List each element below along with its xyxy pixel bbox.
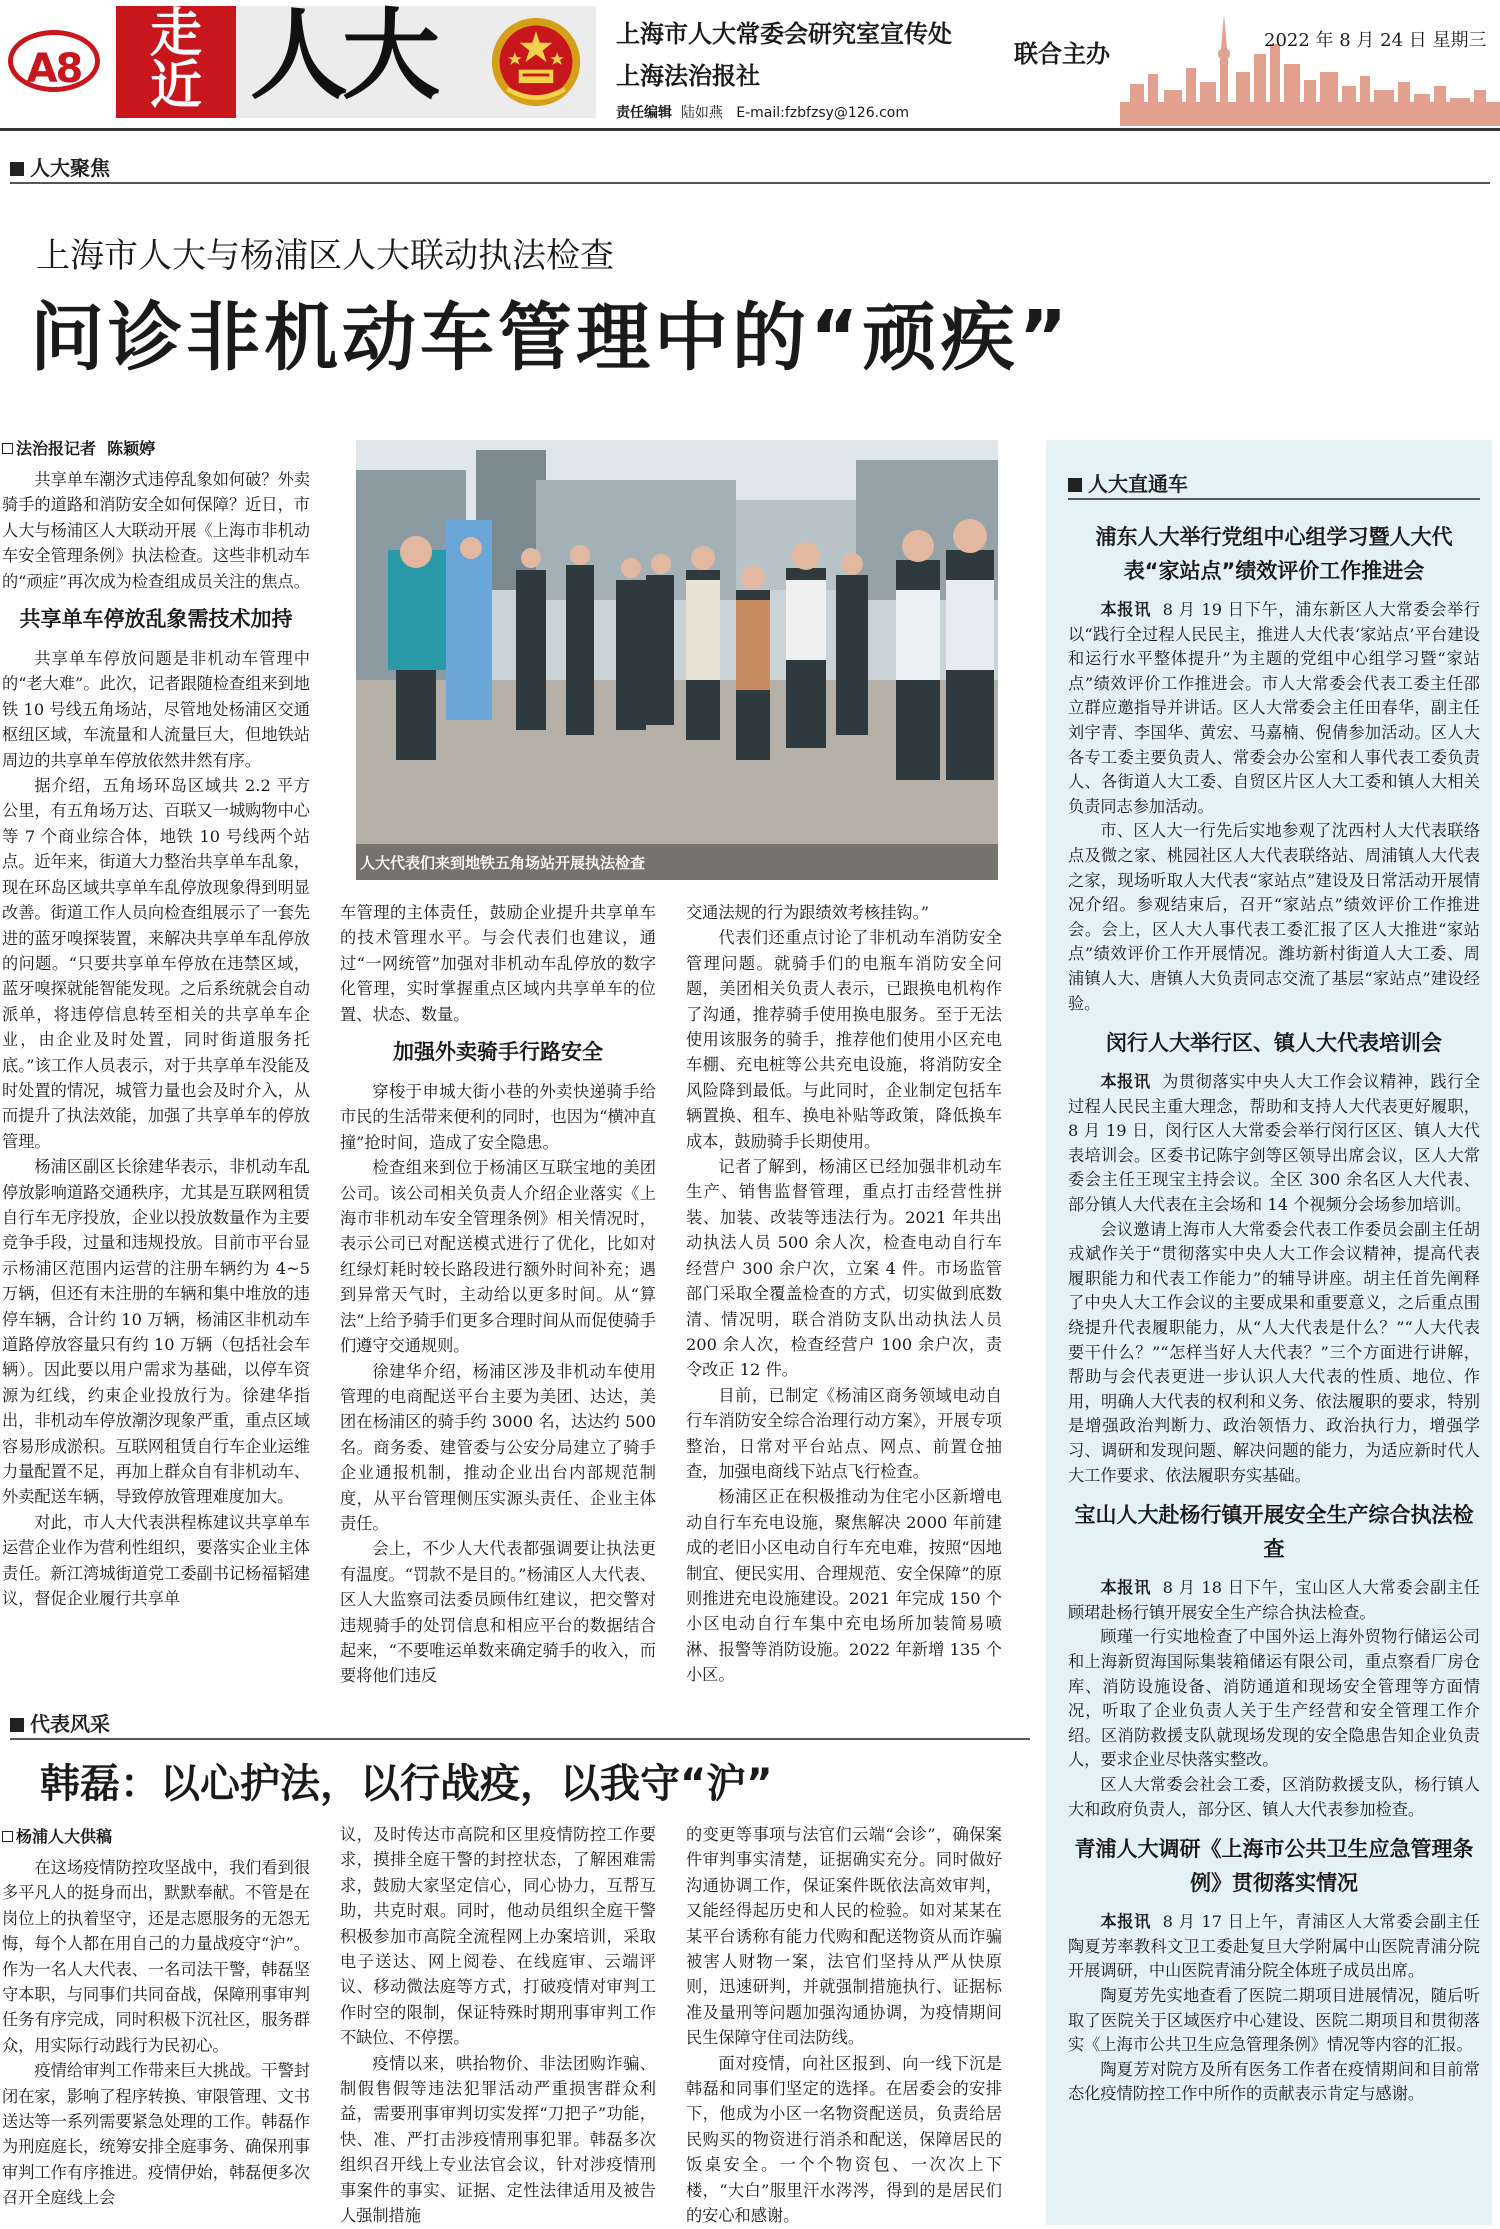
byline-box-icon <box>2 1831 13 1842</box>
paragraph: 代表们还重点讨论了非机动车消防安全管理问题。就骑手们的电瓶车消防安全问题，美团相关负责人表示，已跟换电机构作了沟通，推荐骑手使用换电服务。至于无法使用该服务的骑手，推荐他们使用小区充电车棚、充电桩等公共充电设施，将消防安全风险降到最低。与此同时，企业制定包括车辆置换、租车、换电补贴等政策，降低换车成本，鼓励骑手长期使用。 <box>686 928 1002 1151</box>
editor-line <box>616 102 909 122</box>
article-kicker: 上海市人大与杨浦区人大联动执法检查 <box>36 236 614 276</box>
logo-renda: 人大 <box>250 0 435 113</box>
paragraph: 交通法规的行为跟绩效考核挂钩。” <box>686 903 929 922</box>
focus-column-3 <box>686 900 1002 1688</box>
byline-name: 陈颖婷 <box>107 439 156 458</box>
dateline-label: 本报讯 <box>1100 1072 1151 1092</box>
page-number: A8 <box>26 46 82 92</box>
paragraph: 车管理的主体责任，鼓励企业提升共享单车的技术管理水平。与会代表们也建议，通过“一网统管”加强对非机动车乱停放的数字化管理，实时掌握重点区域内共享单车的位置、状态、数量。 <box>340 903 656 1024</box>
byline-label: 法治报记者 <box>16 439 97 458</box>
paragraph: 在这场疫情防控攻坚战中，我们看到很多平凡人的挺身而出，默默奉献。不管是在岗位上的执着坚守，还是志愿服务的无怨无悔，每个人都在用自己的力量战疫守“沪”。作为一名人大代表、一名司法干警，韩磊坚守本职，与同事们共同奋战，保障刑事审判任务有序完成，同时积极下沉社区，服务群众，用实际行动践行为民初心。 <box>2 1858 310 2055</box>
sidebar-articles <box>1068 510 1480 2107</box>
byline <box>2 436 310 459</box>
paragraph: 区人大常委会社会工委，区消防救援支队，杨行镇人大和政府负责人，部分区、镇人大代表参加检查。 <box>1068 1774 1480 1819</box>
byline <box>2 1824 310 1847</box>
paragraph: 的变更等事项与法官们云端“会诊”，确保案件审判事实清楚，证据确实充分。同时做好沟通协调工作，保证案件既依法高效审判，又能经得起历史和人民的检验。如对某某在某平台诱称有能力代购和配送物资从而诈骗被害人财物一案，法官们坚持从严从快原则，迅速研判，并就强制措施执行、证据标准及量刑等问题加强沟通协调，为疫情期间民生保障守住司法防线。 <box>686 1825 1002 2048</box>
paragraph <box>1068 1576 1480 1625</box>
news-title-pudong: 浦东人大举行党组中心组学习暨人大代表“家站点”绩效评价工作推进会 <box>1095 525 1453 583</box>
dateline-label: 本报讯 <box>1100 1578 1151 1598</box>
logo-char-jin: 近 <box>149 56 202 116</box>
editor-name: 陆如燕 <box>680 105 723 121</box>
paragraph: 面对疫情，向社区报到、向一线下沉是韩磊和同事们坚定的选择。在居委会的安排下，他成为小区一名物资配送员，负责给居民购买的物资进行消杀和配送，保障居民的饭桌安全。一个个物资包、一次次上下楼，“大白”服里汗水涔涔，得到的是居民们的安心和感谢。 <box>686 2053 1002 2226</box>
org-line-2: 上海法治报社 <box>616 62 760 90</box>
paragraph: 顾瑾一行实地检查了中国外运上海外贸物行储运公司和上海新贸海国际集装箱储运有限公司，重点察看厂房仓库、消防设施设备、消防通道和现场安全管理等方面情况，听取了企业负责人关于生产经营和安全管理工作介绍。区消防救援支队就现场发现的安全隐患告知企业负责人，要求企业尽快落实整改。 <box>1068 1627 1480 1770</box>
org-line-1: 上海市人大常委会研究室宣传处 <box>616 20 952 48</box>
rep-column-2 <box>340 1822 656 2229</box>
paragraph-text: 8 月 19 日下午，浦东新区人大常委会举行以“践行全过程人民民主，推进人大代表‘家站点’平台建设和运行水平整体提升”为主题的党组中心组学习暨“家站点”绩效评价工作推进会。市人大常委会代表工委主任邵立群应邀指导并讲话。区人大常委会主任田春华，副主任刘宇青、李国华、黄宏、马嘉楠、倪倩参加活动。区人大各专工委主要负责人、常委会办公室和人事代表工委负责人、各街道人大工委、自贸区片区人大工委和镇人大相关负责同志参加活动。 <box>1068 600 1480 816</box>
logo-char-zou: 走 <box>149 4 202 64</box>
editor-email: E-mail:fzbfzsy@126.com <box>736 105 909 121</box>
paragraph-text: 8 月 17 日上午，青浦区人大常委会副主任陶夏芳率教科文卫工委赴复旦大学附属中山医院青浦分院开展调研，中山医院青浦分院全体班子成员出席。 <box>1068 1912 1480 1981</box>
paragraph: 杨浦区副区长徐建华表示，非机动车乱停放影响道路交通秩序，尤其是互联网租赁自行车无序投放，企业以投放数量作为主要竞争手段，过量和违规投放。目前市平台显示杨浦区范围内运营的注册车辆约为 4~5 万辆，但还有未注册的车辆和集中堆放的违停车辆，合计约 10 万辆，杨浦区非机动车道路停放容量只有约 10 万辆（包括社会车辆）。因此要以用户需求为基础，以停车资源为红线，约束企业投放行为。徐建华指出，非机动车停放潮汐现象严重，重点区域容易形成淤积。互联网租赁自行车企业运维力量配置不足，再加上群众自有非机动车、外卖配送车辆，导致停放管理难度加大。 <box>2 1157 310 1507</box>
paragraph: 对此，市人大代表洪程栋建议共享单车运营企业作为营利性组织，要落实企业主体责任。新江湾城街道党工委副书记杨福韬建议，督促企业履行共享单 <box>2 1512 310 1609</box>
section-tag-label: 代表风采 <box>30 1712 110 1736</box>
section-tag-label: 人大直通车 <box>1088 472 1188 496</box>
paragraph: 目前，已制定《杨浦区商务领域电动自行车消防安全综合治理行动方案》，开展专项整治，日常对平台站点、网点、前置仓抽查，加强电商线下站点飞行检查。 <box>686 1385 1002 1481</box>
square-bullet-icon <box>10 162 24 176</box>
section-tag-label: 人大聚焦 <box>30 156 110 180</box>
paragraph-text: 8 月 18 日下午，宝山区人大常委会副主任顾珺赴杨行镇开展安全生产综合执法检查。 <box>1068 1578 1480 1622</box>
paragraph: 会议邀请上海市人大常委会代表工作委员会副主任胡戎斌作关于“贯彻落实中央人大工作会议精神，提高代表履职能力和代表工作能力”的辅导讲座。胡主任首先阐释了中央人大工作会议的主要成果和重要意义，之后重点围绕提升代表履职能力，从“人大代表是什么？”“人大代表要干什么？”“怎样当好人大代表？”三个方面进行讲解，帮助与会代表更进一步认识人大代表的性质、地位、作用，明确人大代表的权利和义务、依法履职的要求，特别是增强政治判断力、政治领悟力、政治执行力，增强学习、调研和发现问题、解决问题的能力，为适应新时代人大工作要求、依法履职夯实基础。 <box>1068 1219 1480 1485</box>
paragraph: 据介绍，五角场环岛区域共 2.2 平方公里，有五角场万达、百联又一城购物中心等 7 个商业综合体，地铁 10 号线两个站点。近年来，街道大力整治共享单车乱象，现在环岛区域共享单车乱停放现象得到明显改善。街道工作人员向检查组展示了一套先进的蓝牙嗅探装置，来解决共享单车乱停放的问题。“只要共享单车停放在违禁区域，蓝牙嗅探就能智能发现。之后系统就会自动派单，将违停信息转至相关的共享单车企业，由企业及时处置，同时街道服务托底。”该工作人员表示，对于共享单车没能及时处置的情况，城管力量也会及时介入，从而提升了执法效能，加强了共享单车的停放管理。 <box>2 776 310 1151</box>
editor-label: 责任编辑 <box>616 105 672 121</box>
paragraph: 疫情给审判工作带来巨大挑战。干警封闭在家，影响了程序转换、审限管理、文书送达等一系列需要紧急处理的工作。韩磊作为刑庭庭长，统筹安排全庭事务、确保刑事审判工作有序推进。疫情伊始，韩磊便多次召开全庭线上会 <box>2 2061 310 2208</box>
section-tag-focus <box>10 152 110 181</box>
section-rule <box>10 1738 1030 1740</box>
paragraph: 共享单车停放问题是非机动车管理中的“老大难”。此次，记者跟随检查组来到地铁 10 号线五角场站，尽管地处杨浦区交通枢纽区域，车流量和人流量巨大，但地铁站周边的共享单车停放依然井然有序。 <box>2 649 310 770</box>
paragraph: 市、区人大一行先后实地参观了沈西村人大代表联络点及微之家、桃园社区人大代表联络站、周浦镇人大代表之家，现场听取人大代表“家站点”建设及日常活动开展情况介绍。参观结束后，召开“家站点”绩效评价工作推进会。会上，区人大人事代表工委汇报了区人大推进“家站点”绩效评价工作开展情况。潍坊新村街道人大工委、周浦镇人大、唐镇人大负责同志交流了基层“家站点”建设经验。 <box>1068 821 1480 1013</box>
paragraph: 穿梭于申城大街小巷的外卖快递骑手给市民的生活带来便利的同时，也因为“横冲直撞”抢时间，造成了安全隐患。 <box>340 1082 656 1152</box>
paragraph <box>1068 1910 1480 1984</box>
byline-name: 杨浦人大供稿 <box>16 1827 113 1846</box>
subhead-rider: 加强外卖骑手行路安全 <box>393 1040 603 1065</box>
paragraph: 杨浦区正在积极推动为住宅小区新增电动自行车充电设施，聚焦解决 2000 年前建成的老旧小区电动自行车充电难，按照“因地制宜、便民实用、合理规范、安全保障”的原则推进充电设施建设。2021 年完成 150 个小区电动自行车集中充电场所加装简易喷淋、报警等消防设施。2022 年新增 135 个小区。 <box>686 1487 1002 1685</box>
header-rule <box>0 128 1500 131</box>
paragraph: 陶夏芳先实地查看了医院二期项目进展情况，随后听取了医院关于区域医疗中心建设、医院二期项目和贯彻落实《上海市公共卫生应急管理条例》情况等内容的汇报。 <box>1068 1985 1480 2055</box>
paragraph: 议，及时传达市高院和区里疫情防控工作要求，摸排全庭干警的封控状态，了解困难需求，鼓励大家坚定信心，同心协力，互帮互助，共克时艰。同时，他动员组织全庭干警积极参加市高院全流程网上办案培训，采取电子送达、网上阅卷、在线庭审、云端评议、移动微法庭等方式，打破疫情对审判工作时空的限制，保证特殊时期刑事审判工作不缺位、不停摆。 <box>340 1825 656 2048</box>
byline-box-icon <box>2 443 13 454</box>
section-rule <box>1068 498 1480 500</box>
subhead-bike: 共享单车停放乱象需技术加持 <box>19 607 293 632</box>
issue-date: 2022 年 8 月 24 日 星期三 <box>1264 30 1487 51</box>
paragraph <box>1068 598 1480 819</box>
focus-column-2 <box>340 900 656 1689</box>
news-photo <box>356 440 998 880</box>
co-host-label: 联合主办 <box>1014 40 1110 68</box>
paragraph <box>1068 1070 1480 1218</box>
paragraph: 疫情以来，哄抬物价、非法团购诈骗、制假售假等违法犯罪活动严重损害群众利益，需要刑事审判切实发挥“刀把子”功能，快、准、严打击涉疫情刑事犯罪。韩磊多次组织召开线上专业法官会议，针对涉疫情刑事案件的事实、证据、定性法律适用及被告人强制措施 <box>340 2053 656 2226</box>
paragraph-text: 为贯彻落实中央人大工作会议精神，践行全过程人民民主重大理念，帮助和支持人大代表更好履职，8 月 19 日，闵行区人大常委会举行闵行区区、镇人大代表培训会。区委书记陈宇剑等区领导出席会议，区人大常委会主任王现宝主持会议。全区 300 余名区人大代表、部分镇人大代表在主会场和 14 个视频分会场参加培训。 <box>1068 1072 1481 1215</box>
masthead <box>0 0 1500 130</box>
section-tag-rep <box>10 1708 110 1737</box>
rep-column-3 <box>686 1822 1002 2229</box>
focus-column-1 <box>2 436 310 1611</box>
paragraph: 检查组来到位于杨浦区互联宝地的美团公司。该公司相关负责人介绍企业落实《上海市非机动车安全管理条例》相关情况时，表示公司已对配送模式进行了优化，比如对红绿灯耗时较长路段进行额外时间补充；遇到异常天气时，主动给以更多时间。从“算法”上给予骑手们更多合理时间从而促使骑手们遵守交通规则。 <box>340 1158 656 1356</box>
square-bullet-icon <box>1068 478 1082 492</box>
article-headline: 问诊非机动车管理中的“顽疾” <box>30 295 1072 381</box>
news-title-baoshan: 宝山人大赴杨行镇开展安全生产综合执法检查 <box>1074 1503 1474 1562</box>
rep-headline: 韩磊：以心护法，以行战疫，以我守“沪” <box>40 1761 773 1807</box>
national-emblem-icon <box>488 14 584 110</box>
paragraph: 陶夏芳对院方及所有医务工作者在疫情期间和目前常态化疫情防控工作中所作的贡献表示肯定与感谢。 <box>1068 2059 1480 2104</box>
photo-caption: 人大代表们来到地铁五角场站开展执法检查 <box>360 854 646 872</box>
square-bullet-icon <box>10 1718 24 1732</box>
news-title-qingpu: 青浦人大调研《上海市公共卫生应急管理条例》贯彻落实情况 <box>1074 1837 1474 1896</box>
dateline-label: 本报讯 <box>1100 600 1151 619</box>
dateline-label: 本报讯 <box>1100 1912 1151 1932</box>
rep-column-1 <box>2 1824 310 2211</box>
news-title-minhang: 闵行人大举行区、镇人大代表培训会 <box>1106 1031 1442 1056</box>
section-rule <box>10 182 1490 184</box>
paragraph: 记者了解到，杨浦区已经加强非机动车生产、销售监督管理，重点打击经营性拼装、加装、改装等违法行为。2021 年共出动执法人员 500 余人次，检查电动自行车经营户 300 余户次，立案 4 件。市场监管部门采取全覆盖检查的方式，切实做到底数清、情况明，联合消防支队出动执法人员 200 余人次，检查经营户 100 余户次，责令改正 12 件。 <box>686 1157 1002 1380</box>
paragraph: 徐建华介绍，杨浦区涉及非机动车使用管理的电商配送平台主要为美团、达达，美团在杨浦区的骑手约 3000 名，达达约 500 名。商务委、建管委与公安分局建立了骑手企业通报机制，推动企业出台内部规范制度，从平台管理侧压实源头责任、企业主体责任。 <box>340 1361 656 1533</box>
section-tag-sidebar <box>1068 468 1188 497</box>
paragraph: 会上，不少人大代表都强调要让执法更有温度。“罚款不是目的。”杨浦区人大代表、区人大监察司法委员顾伟红建议，把交警对违规骑手的处罚信息和相应平台的数据结合起来，“不要唯运单数来确定骑手的收入，而要将他们违反 <box>340 1539 657 1686</box>
lead-paragraph: 共享单车潮汐式违停乱象如何破？外卖骑手的道路和消防安全如何保障？近日，市人大与杨浦区人大联动开展《上海市非机动车安全管理条例》执法检查。这些非机动车的“顽症”再次成为检查组成员关注的焦点。 <box>2 470 310 591</box>
